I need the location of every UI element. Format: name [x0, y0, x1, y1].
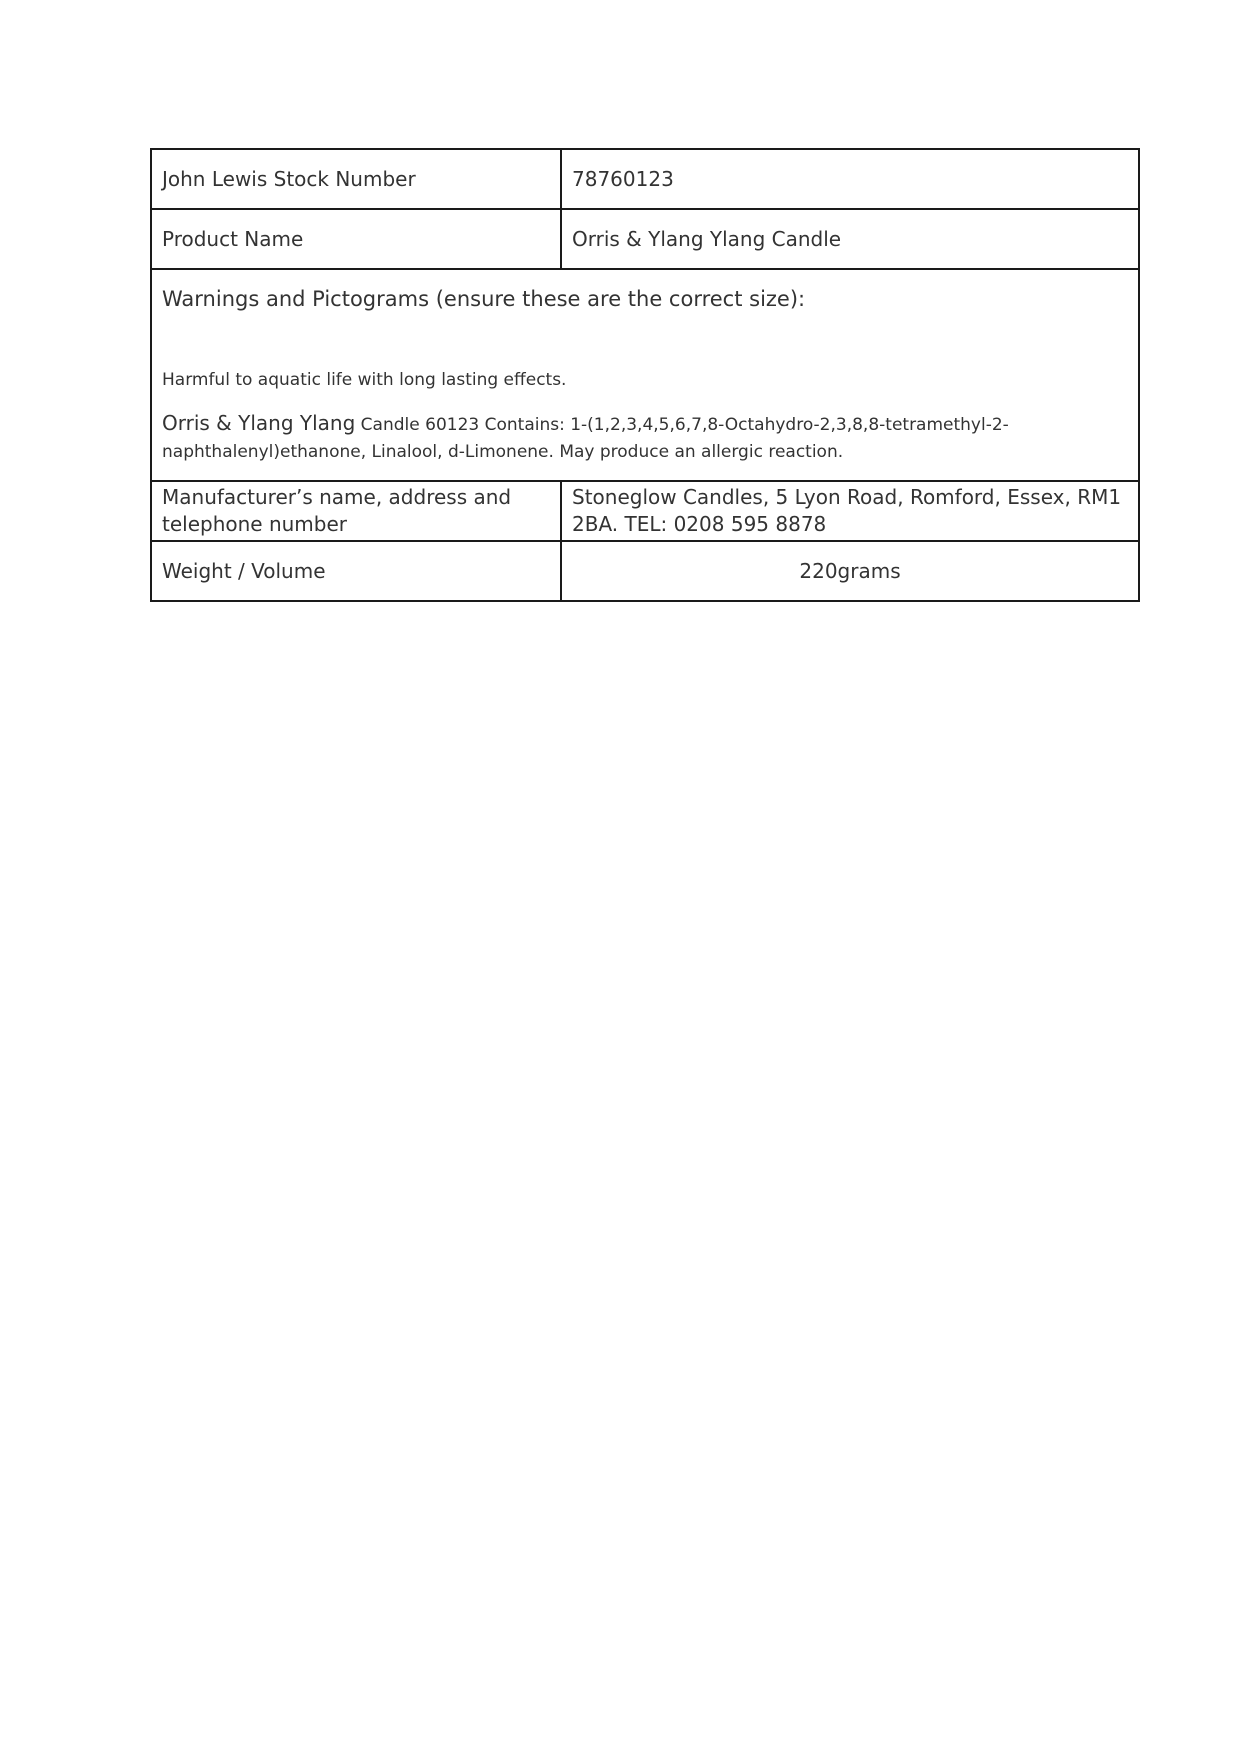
manufacturer-label: Manufacturer’s name, address and telephone number: [151, 481, 561, 541]
product-name-value: Orris & Ylang Ylang Candle: [561, 209, 1139, 269]
warnings-row: [151, 269, 1139, 481]
weight-value: 220grams: [561, 541, 1139, 601]
product-name-row: [151, 209, 1139, 269]
contains-product-name: Orris & Ylang Ylang: [162, 411, 356, 435]
weight-label: Weight / Volume: [151, 541, 561, 601]
manufacturer-value: Stoneglow Candles, 5 Lyon Road, Romford, Essex, RM1 2BA. TEL: 0208 595 8878: [561, 481, 1139, 541]
stock-number-value: 78760123: [561, 149, 1139, 209]
warnings-heading: Warnings and Pictograms (ensure these are the correct size):: [162, 287, 806, 311]
stock-number-label: John Lewis Stock Number: [151, 149, 561, 209]
product-safety-table: [150, 148, 1140, 602]
contains-statement: [162, 410, 1128, 466]
hazard-statement: Harmful to aquatic life with long lasting effects.: [162, 370, 567, 390]
product-name-label: Product Name: [151, 209, 561, 269]
stock-number-row: [151, 149, 1139, 209]
warnings-cell: [151, 269, 1139, 481]
weight-row: [151, 541, 1139, 601]
manufacturer-row: [151, 481, 1139, 541]
contains-ingredients: Candle 60123 Contains: 1-(1,2,3,4,5,6,7,8-Octahydro-2,3,8,8-tetramethyl-2-naphthalenyl)ethanone, Linalool, d-Limonene. May produce an allergic reaction.: [162, 415, 1009, 462]
